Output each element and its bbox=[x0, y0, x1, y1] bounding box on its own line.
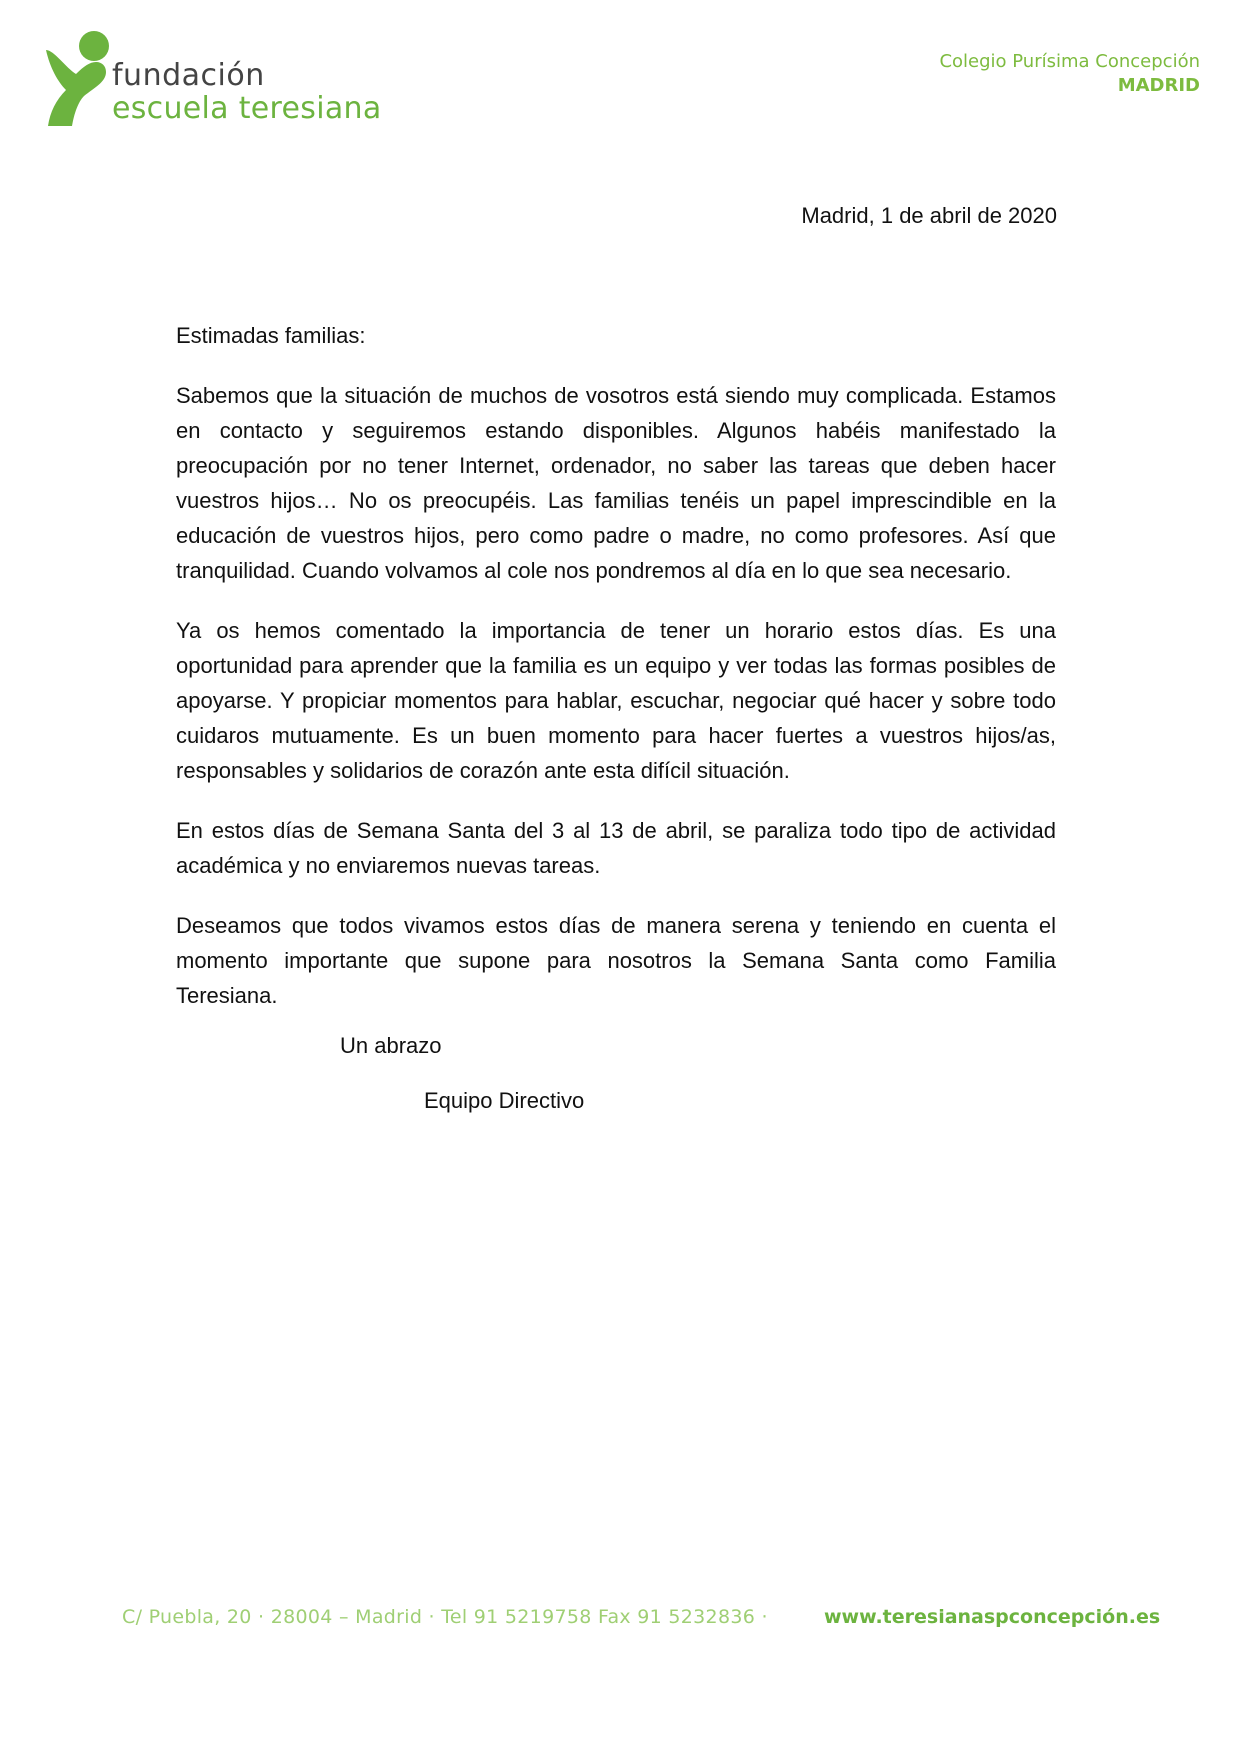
letter-paragraph-2: Ya os hemos comentado la importancia de tener un horario estos días. Es una oportunidad para aprender que la familia es un equipo y ver todas las formas posibles de apoyarse. Y propiciar momentos para hablar, escuchar, negociar qué hacer y sobre todo cuidaros mutuamente. Es un buen momento para hacer fuertes a vuestros hijos/as, responsables y solidarios de corazón ante esta difícil situación. bbox=[176, 618, 1056, 783]
person-logo-icon bbox=[44, 30, 118, 126]
letter-body bbox=[176, 318, 1056, 1038]
letter-paragraph-4: Deseamos que todos vivamos estos días de manera serena y teniendo en cuenta el momento importante que supone para nosotros la Semana Santa como Familia Teresiana. bbox=[176, 913, 1056, 1008]
school-name: Colegio Purísima Concepción bbox=[939, 51, 1200, 72]
foundation-logo bbox=[44, 30, 384, 130]
letter-paragraph-3: En estos días de Semana Santa del 3 al 13 de abril, se paraliza todo tipo de actividad académica y no enviaremos nuevas tareas. bbox=[176, 818, 1056, 878]
footer-website-link[interactable]: www.teresianaspconcepción.es bbox=[824, 1606, 1161, 1628]
school-heading bbox=[939, 50, 1200, 98]
letter-signature: Equipo Directivo bbox=[424, 1088, 585, 1113]
school-city: MADRID bbox=[1117, 75, 1200, 96]
footer-address: C/ Puebla, 20 · 28004 – Madrid · Tel 91 5219758 Fax 91 5232836 · bbox=[122, 1606, 768, 1628]
letter-date: Madrid, 1 de abril de 2020 bbox=[801, 203, 1057, 228]
letter-closing: Un abrazo bbox=[340, 1033, 442, 1058]
logo-text-fundacion: fundación bbox=[112, 58, 265, 93]
logo-text-escuela-teresiana: escuela teresiana bbox=[112, 91, 382, 126]
letter-paragraph-1: Sabemos que la situación de muchos de vosotros está siendo muy complicada. Estamos en contacto y seguiremos estando disponibles. Algunos habéis manifestado la preocupación por no tener Internet, ordenador, no saber las tareas que deben hacer vuestros hijos… No os preocupéis. Las familias tenéis un papel imprescindible en la educación de vuestros hijos, pero como padre o madre, no como profesores. Así que tranquilidad. Cuando volvamos al cole nos pondremos al día en lo que sea necesario. bbox=[176, 383, 1056, 583]
letter-greeting: Estimadas familias: bbox=[176, 323, 366, 348]
